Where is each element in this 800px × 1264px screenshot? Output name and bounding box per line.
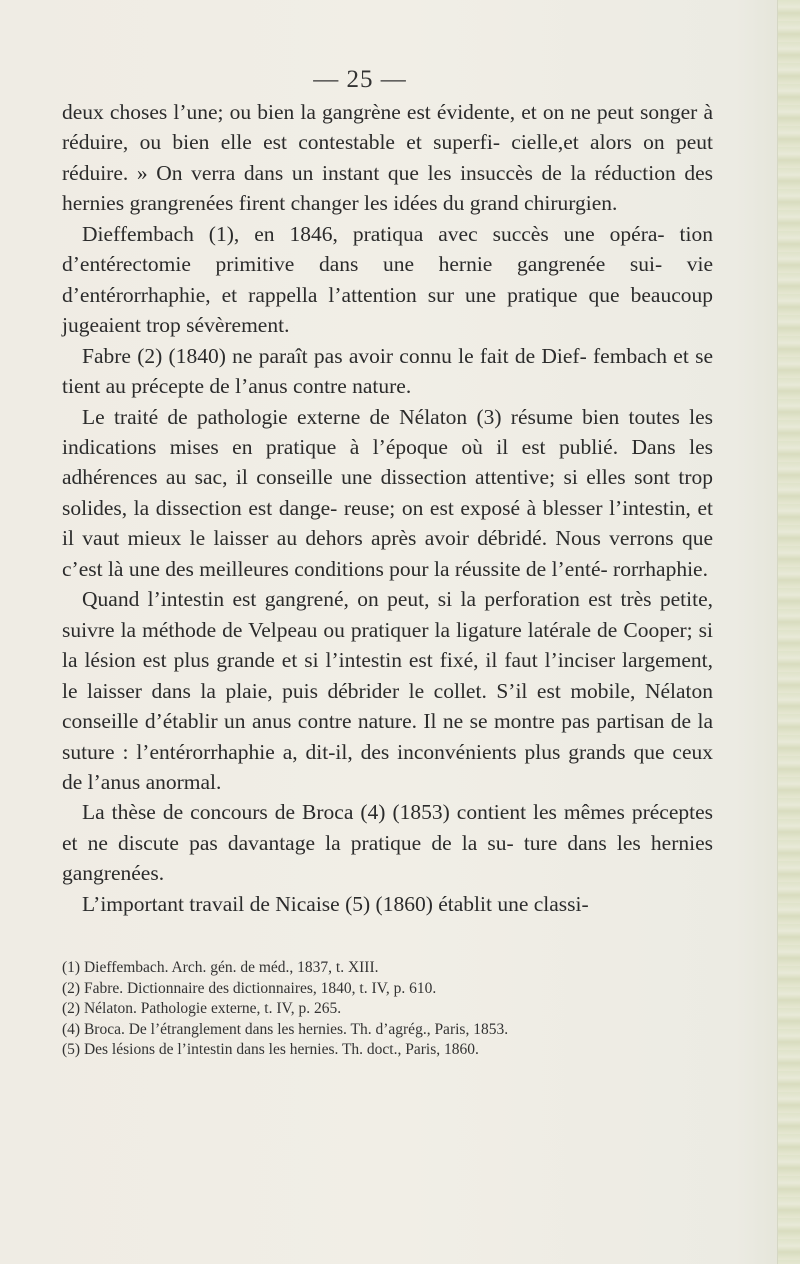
paragraph: L’important travail de Nicaise (5) (1860) établit une classi- <box>82 891 589 916</box>
footnote: (2) Fabre. Dictionnaire des dictionnaires, 1840, t. IV, p. 610. <box>62 979 437 997</box>
body-text <box>62 97 713 919</box>
footnote: (2) Nélaton. Pathologie externe, t. IV, p. 265. <box>62 1000 342 1017</box>
paragraph: Le traité de pathologie externe de Nélaton (3) résume bien toutes les indications mises en pratique à l’époque où il est publié. Dans les adhérences au sac, il conseille une dissection attentive; si elles sont trop solides, la dissection est dange- reuse; on est exposé à blesser l’intestin, et il vaut mieux le laisser au dehors après avoir débridé. Nous verrons que c’est là une des meilleures conditions pour la réussite de l’enté- rorrhaphie. <box>62 404 713 581</box>
footnote: (4) Broca. De l’étranglement dans les hernies. Th. d’agrég., Paris, 1853. <box>62 1020 509 1038</box>
paragraph: Fabre (2) (1840) ne paraît pas avoir connu le fait de Dief- fembach et se tient au précepte de l’anus contre nature. <box>62 343 713 399</box>
page-edge-binding <box>777 0 800 1264</box>
footnotes <box>62 958 713 1061</box>
paragraph: Quand l’intestin est gangrené, on peut, si la perforation est très petite, suivre la méthode de Velpeau ou pratiquer la ligature latérale de Cooper; si la lésion est plus grande et si l’intestin est fixé, il faut l’inciser largement, le laisser dans la plaie, puis débrider le collet. S’il est mobile, Nélaton conseille d’établir un anus contre nature. Il ne se montre pas partisan de la suture : l’entérorrhaphie a, dit-il, des inconvénients plus grands que ceux de l’anus anormal. <box>62 587 713 794</box>
paragraph: Dieffembach (1), en 1846, pratiqua avec succès une opéra- tion d’entérectomie primitive dans une hernie gangrenée sui- vie d’entérorrhaphie, et rappella l’attention sur une pratique que beaucoup jugeaient trop sévèrement. <box>62 221 713 338</box>
paragraph: La thèse de concours de Broca (4) (1853) contient les mêmes préceptes et ne discute pas davantage la pratique de la su- ture dans les hernies gangrenées. <box>62 800 713 886</box>
paragraph: deux choses l’une; ou bien la gangrène est évidente, et on ne peut songer à réduire, ou bien elle est contestable et superfi- cielle,et alors on peut réduire. » On verra dans un instant que les insuccès de la réduction des hernies grangrenées firent changer les idées du grand chirurgien. <box>62 100 713 216</box>
footnote: (1) Dieffembach. Arch. gén. de méd., 1837, t. XIII. <box>62 959 379 976</box>
page-number: — 25 — <box>313 66 407 93</box>
footnote: (5) Des lésions de l’intestin dans les hernies. Th. doct., Paris, 1860. <box>62 1041 479 1058</box>
